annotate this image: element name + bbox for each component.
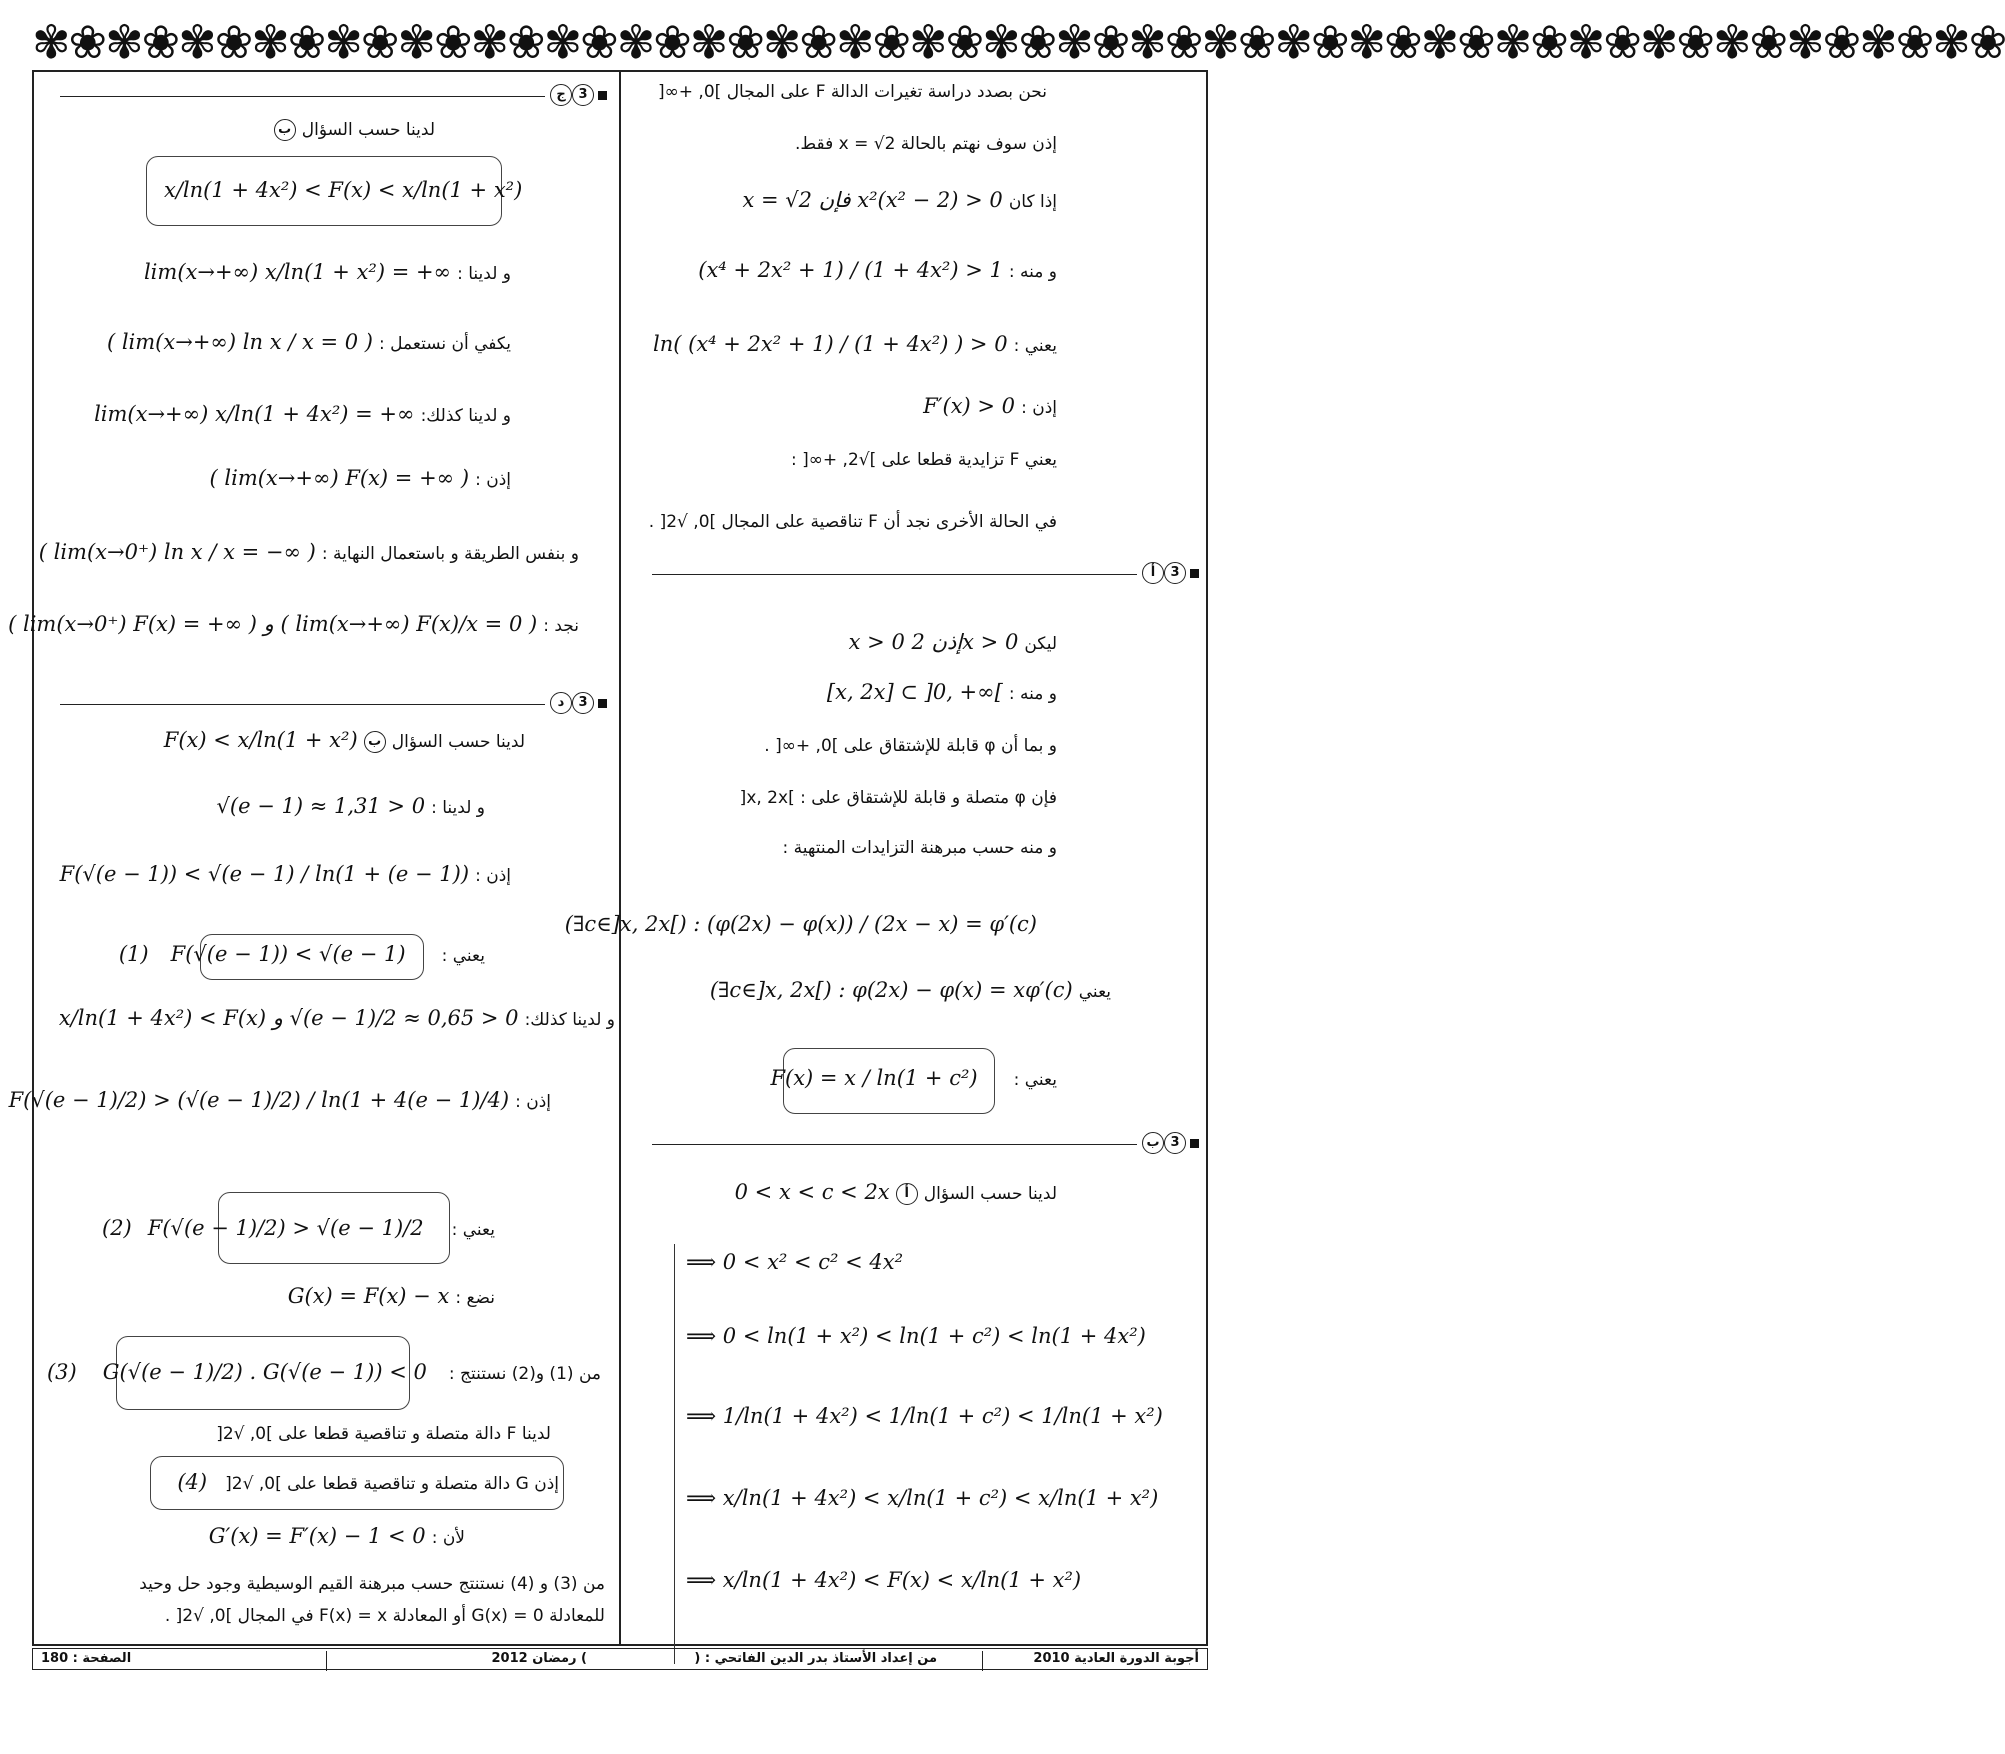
- implication-bar: [674, 1244, 675, 1664]
- step-r15: يعني (∃c∈]x, 2x[) : φ(2x) − φ(x) = xφ′(c): [709, 978, 1111, 1002]
- footer-author: من إعداد الأستاذ بدر الدين الفاتحي : (: [694, 1651, 937, 1666]
- step-l19: إذن G دالة متصلة و تناقصية قطعا على ]0, √2[ (4): [177, 1470, 559, 1494]
- step-r17: لدينا حسب السؤال أ 0 < x < c < 2x: [734, 1180, 1057, 1204]
- step-l2: x/ln(1 + 4x²) < F(x) < x/ln(1 + x²): [164, 178, 523, 202]
- footer-date: ) رمضان 2012: [491, 1651, 587, 1666]
- intro-text: نحن بصدد دراسة تغيرات الدالة F على المجال ]0, +∞[: [657, 82, 1047, 102]
- section-header-3c: ج 3: [40, 82, 615, 108]
- step-r16: يعني : F(x) = x / ln(1 + c²): [770, 1066, 1057, 1090]
- step-l1: لدينا حسب السؤال ب: [274, 118, 435, 141]
- step-r4: و منه : (x⁴ + 2x² + 1) / (1 + 4x²) > 1: [698, 258, 1057, 282]
- step-r3: إذا كان x = √2 فإن x²(x² − 2) > 0: [742, 188, 1057, 212]
- step-r9: ليكن x > 0 إذن 2x > 0: [848, 630, 1057, 654]
- step-l17: من (1) و(2) نستنتج : G(√(e − 1)/2) . G(√(e − 1)) < 0 (3): [46, 1360, 601, 1384]
- chain-2: ⟹ 0 < ln(1 + x²) < ln(1 + c²) < ln(1 + 4x²): [686, 1324, 1146, 1348]
- step-l18: لدينا F دالة متصلة و تناقصية قطعا على ]0, √2[: [216, 1424, 551, 1444]
- increasing-text: يعني F تزايدية قطعا على ]√2, +∞[ :: [790, 450, 1057, 470]
- step-l3: و لدينا : lim(x→+∞) x/ln(1 + x²) = +∞: [143, 260, 511, 284]
- step-l15: يعني : F(√(e − 1)/2) > √(e − 1)/2 (2): [102, 1216, 495, 1240]
- chain-4: ⟹ x/ln(1 + 4x²) < x/ln(1 + c²) < x/ln(1 + x²): [686, 1486, 1159, 1510]
- chain-3: ⟹ 1/ln(1 + 4x²) < 1/ln(1 + c²) < 1/ln(1 + x²): [686, 1404, 1163, 1428]
- diff-text: و بما أن φ قابلة للإشتقاق على ]0, +∞[ .: [764, 736, 1057, 756]
- footer-exam: أجوبة الدورة العادية 2010: [1033, 1651, 1199, 1666]
- step-l8: نجد : ( lim(x→0⁺) F(x) = +∞ ) و ( lim(x→+∞) F(x)/x = 0 ): [8, 612, 579, 636]
- decorative-border: ✾❀✾❀✾❀✾❀✾❀✾❀✾❀✾❀✾❀✾❀✾❀✾❀✾❀✾❀✾❀✾❀✾❀✾❀✾❀✾❀✾❀✾❀✾❀✾❀✾❀✾❀✾❀: [32, 15, 2005, 69]
- step-r10: و منه : [x, 2x] ⊂ ]0, +∞[: [826, 680, 1057, 704]
- section-header-3b: ب 3: [632, 1130, 1207, 1156]
- chain-1: ⟹ 0 < x² < c² < 4x²: [686, 1250, 904, 1274]
- step-r5: يعني : ln( (x⁴ + 2x² + 1) / (1 + 4x²) ) > 0: [653, 332, 1057, 356]
- step-l6: إذن : ( lim(x→+∞) F(x) = +∞ ): [209, 466, 511, 490]
- step-l16: نضع : G(x) = F(x) − x: [287, 1284, 495, 1308]
- step-l9: لدينا حسب السؤال ب F(x) < x/ln(1 + x²): [163, 728, 525, 752]
- mvt-formula: (∃c∈]x, 2x[) : (φ(2x) − φ(x)) / (2x − x) = φ′(c): [564, 912, 1037, 936]
- chain-5: ⟹ x/ln(1 + 4x²) < F(x) < x/ln(1 + x²): [686, 1568, 1082, 1592]
- left-column: [8, 76, 615, 1636]
- step-l10: و لدينا : √(e − 1) ≈ 1,31 > 0: [216, 794, 485, 818]
- footer-page-number: الصفحة : 180: [41, 1651, 132, 1666]
- section-header-3a: أ 3: [632, 560, 1207, 586]
- mvt-text: و منه حسب مبرهنة التزايدات المنتهية :: [782, 838, 1057, 858]
- step-l22: للمعادلة G(x) = 0 أو المعادلة F(x) = x في المجال ]0, √2[ .: [164, 1606, 605, 1626]
- continuity-text: فإن φ متصلة و قابلة للإشتقاق على : ]x, 2x[: [739, 788, 1057, 808]
- step-l13: و لدينا كذلك: x/ln(1 + 4x²) < F(x) و √(e − 1)/2 ≈ 0,65 > 0: [58, 1006, 615, 1030]
- decreasing-text: في الحالة الأخرى نجد أن F تناقصية على المجال ]0, √2[ .: [648, 512, 1057, 532]
- column-divider: [619, 70, 621, 1646]
- step-l21: من (3) و (4) نستنتج حسب مبرهنة القيم الوسيطية وجود حل وحيد: [139, 1574, 605, 1594]
- step-l5: و لدينا كذلك: lim(x→+∞) x/ln(1 + 4x²) = +∞: [94, 402, 511, 426]
- step-l12: يعني : F(√(e − 1)) < √(e − 1) (1): [118, 942, 485, 966]
- step-l4: يكفي أن نستعمل : ( lim(x→+∞) ln x / x = 0 ): [106, 330, 511, 354]
- section-header-3d: د 3: [40, 690, 615, 716]
- step-l11: إذن : F(√(e − 1)) < √(e − 1) / ln(1 + (e − 1)): [59, 862, 511, 886]
- step-l7: و بنفس الطريقة و باستعمال النهاية : ( lim(x→0⁺) ln x / x = −∞ ): [38, 540, 579, 564]
- case-text: إذن سوف نهتم بالحالة x = √2 فقط.: [794, 134, 1057, 154]
- step-l14: إذن : F(√(e − 1)/2) > (√(e − 1)/2) / ln(1 + 4(e − 1)/4): [8, 1088, 551, 1112]
- page-footer: [32, 1648, 1208, 1670]
- step-r6: إذن : F′(x) > 0: [923, 394, 1057, 418]
- step-l20: لأن : G′(x) = F′(x) − 1 < 0: [208, 1524, 465, 1548]
